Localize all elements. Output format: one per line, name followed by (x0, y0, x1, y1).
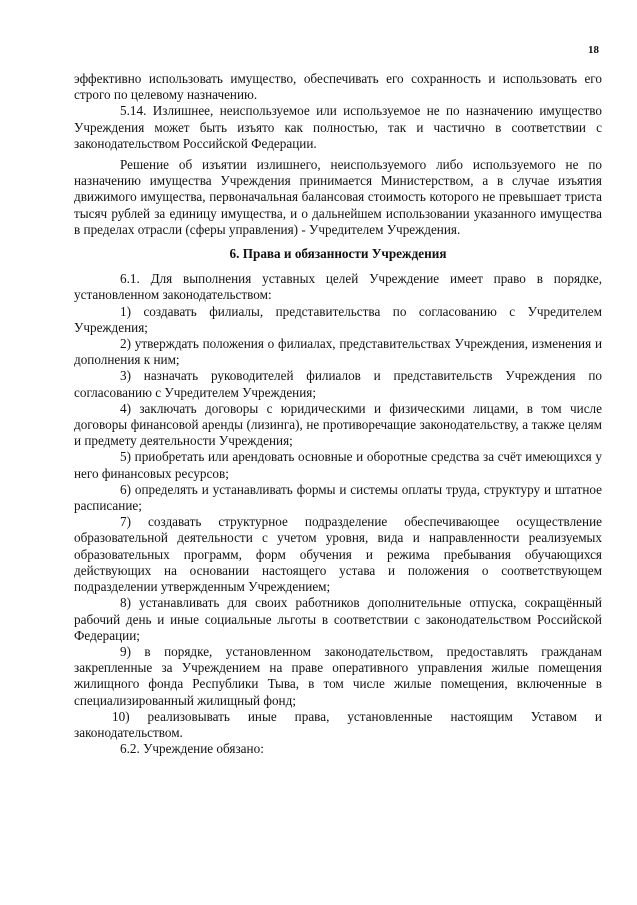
page-number: 18 (588, 44, 599, 56)
list-item: 5) приобретать или арендовать основные и оборотные средства за счёт имеющихся у него финансовых ресурсов; (74, 449, 602, 481)
paragraph-continuation: эффективно использовать имущество, обеспечивать его сохранность и использовать его строго по целевому назначению. (74, 71, 602, 103)
list-item: 6) определять и устанавливать формы и системы оплаты труда, структуру и штатное расписание; (74, 481, 602, 514)
list-item: 4) заключать договоры с юридическими и физическими лицами, в том числе договоры финансовой аренды (лизинга), не противоречащие законодательству, а также целям и предмету деятельности Учреждения; (74, 400, 602, 449)
list-item: 2) утверждать положения о филиалах, представительствах Учреждения, изменения и дополнения к ним; (74, 336, 602, 368)
list-item: 9) в порядке, установленном законодательством, предоставлять гражданам закрепленные за Учреждением на праве оперативного управления жилые помещения жилищного фонда Республики Тыва, в том числе жилые помещения, включенные в специализированный жилищный фонд; (74, 643, 602, 708)
list-item: 7) создавать структурное подразделение обеспечивающее осуществление образовательной деятельности с учетом уровня, вида и направленности реализуемых образовательных программ, форм обучения и режима пребывания обучающихся действующих на основании настоящего устава и положения о соответствующем подразделении утвержденным Учреждением; (74, 514, 602, 595)
paragraph-seizure-decision: Решение об изъятии излишнего, неиспользуемого либо используемого не по назначению имущества Учреждения принимается Министерством, а в случае изъятия движимого имущества, первоначальная балансовая стоимость которого не превышает триста тысяч рублей за единицу имущества, и о дальнейшем использовании указанного имущества в пределах отрасли (сферы управления) - Учредителем Учреждения. (74, 157, 602, 237)
document-body (74, 71, 602, 757)
list-item: 3) назначать руководителей филиалов и представительств Учреждения по согласованию с Учредителем Учреждения; (74, 368, 602, 400)
paragraph-6-1: 6.1. Для выполнения уставных целей Учреждение имеет право в порядке, установленном законодательством: (74, 271, 602, 303)
section-heading: 6. Права и обязанности Учреждения (229, 246, 447, 262)
list-item: 1) создавать филиалы, представительства по согласованию с Учредителем Учреждения; (74, 303, 602, 335)
list-item: 10) реализовывать иные права, установленные настоящим Уставом и законодательством. (74, 708, 602, 740)
paragraph-6-2: 6.2. Учреждение обязано: (120, 741, 264, 757)
paragraph-5-14: 5.14. Излишнее, неиспользуемое или используемое не по назначению имущество Учреждения может быть изъято как полностью, так и частично в соответствии с законодательством Российской Федерации. (74, 103, 602, 151)
list-item: 8) устанавливать для своих работников дополнительные отпуска, сокращённый рабочий день и иные социальные льготы в соответствии с законодательством Российской Федерации; (74, 595, 602, 643)
